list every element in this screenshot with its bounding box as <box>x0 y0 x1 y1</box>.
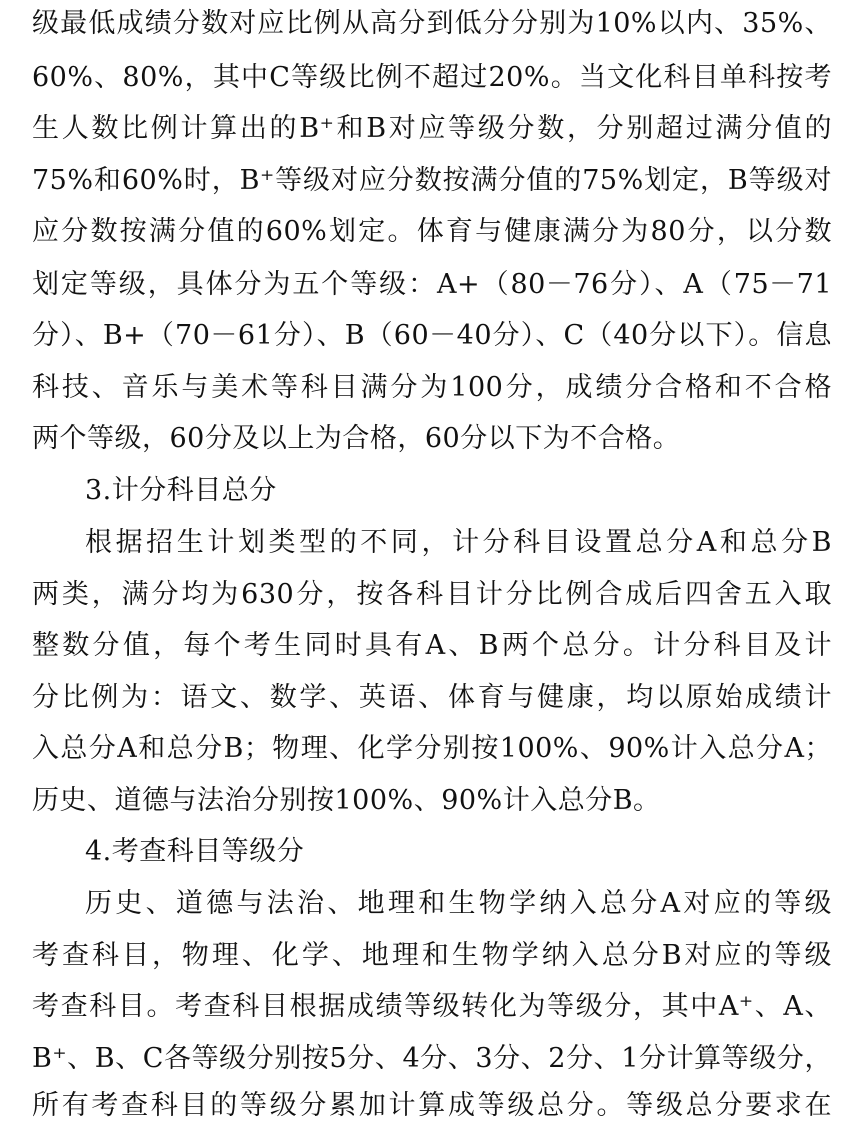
text-line: 考查科目，物理、化学、地理和生物学纳入总分B对应的等级 <box>32 940 832 971</box>
text-line: 分比例为：语文、数学、英语、体育与健康，均以原始成绩计 <box>32 682 832 713</box>
text-line: 级最低成绩分数对应比例从高分到低分分别为10%以内、35%、 <box>32 8 832 39</box>
text-line: 所有考查科目的等级分累加计算成等级总分。等级总分要求在 <box>32 1090 832 1121</box>
text-line: 历史、道德与法治分别按100%、90%计入总分B。 <box>32 785 661 816</box>
text-line: 科技、音乐与美术等科目满分为100分，成绩分合格和不合格 <box>32 372 832 403</box>
text-line: 应分数按满分值的60%划定。体育与健康满分为80分，以分数 <box>32 216 832 247</box>
section-heading: 4.考查科目等级分 <box>85 836 305 867</box>
text-line: 两类，满分均为630分，按各科目计分比例合成后四舍五入取 <box>32 579 832 610</box>
text-line: 75%和60%时，B⁺等级对应分数按满分值的75%划定，B等级对 <box>32 165 832 196</box>
text-line: 根据招生计划类型的不同，计分科目设置总分A和总分B <box>85 527 832 558</box>
text-line: 两个等级，60分及以上为合格，60分以下为不合格。 <box>32 423 681 454</box>
text-line: B⁺、B、C各等级分别按5分、4分、3分、2分、1分计算等级分， <box>32 1043 832 1074</box>
text-line: 划定等级，具体分为五个等级：A+（80－76分）、A（75－71 <box>32 269 832 300</box>
text-line: 分）、B+（70－61分）、B（60－40分）、C（40分以下）。信息 <box>32 320 832 351</box>
text-line: 整数分值，每个考生同时具有A、B两个总分。计分科目及计 <box>32 630 832 661</box>
text-line: 60%、80%，其中C等级比例不超过20%。当文化科目单科按考 <box>32 62 832 93</box>
section-heading: 3.计分科目总分 <box>85 475 277 506</box>
text-line: 生人数比例计算出的B⁺和B对应等级分数，分别超过满分值的 <box>32 113 832 144</box>
text-line: 考查科目。考查科目根据成绩等级转化为等级分，其中A⁺、A、 <box>32 991 832 1022</box>
text-line: 入总分A和总分B；物理、化学分别按100%、90%计入总分A； <box>32 733 832 764</box>
text-line: 历史、道德与法治、地理和生物学纳入总分A对应的等级 <box>85 888 832 919</box>
